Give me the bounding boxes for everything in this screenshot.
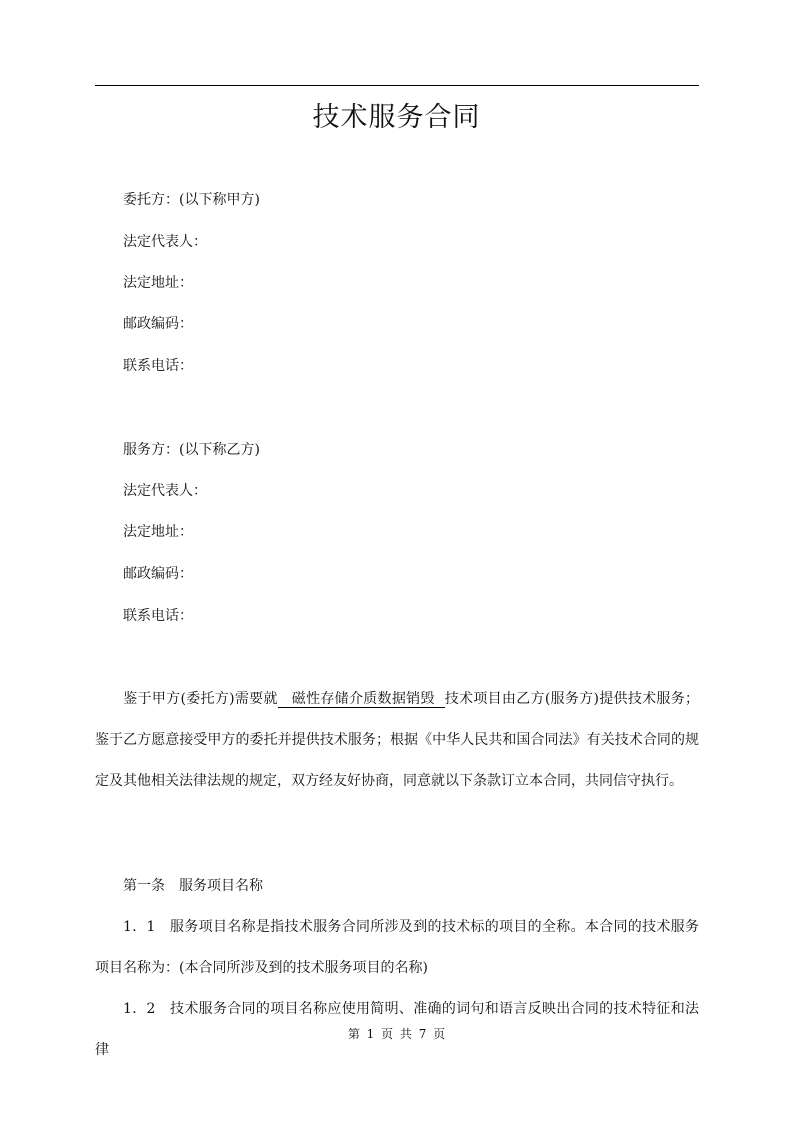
- project-name-blank: 磁性存储介质数据销毁: [278, 691, 445, 708]
- provider-address-label: 法定地址：: [123, 524, 193, 540]
- client-heading: 委托方：(以下称甲方): [123, 192, 260, 208]
- provider-phone-label: 联系电话：: [123, 608, 193, 624]
- provider-postcode-label: 邮政编码：: [123, 566, 193, 582]
- preamble-before: 鉴于甲方(委托方)需要就: [123, 691, 278, 707]
- clause-1-1: [95, 907, 699, 989]
- client-postcode-label: 邮政编码：: [123, 316, 193, 332]
- clause-1-1-text: 1．1 服务项目名称是指技术服务合同所涉及到的技术标的项目的全称。本合同的技术服务项目名称为：(本合同所涉及到的技术服务项目的名称): [95, 919, 699, 976]
- provider-rep-label: 法定代表人：: [123, 483, 207, 499]
- clause-1-2-text: 1．2 技术服务合同的项目名称应使用简明、准确的词句和语言反映出合同的技术特征和法律: [95, 1001, 699, 1058]
- client-phone-label: 联系电话：: [123, 358, 193, 374]
- document-title: 技术服务合同: [312, 102, 481, 133]
- provider-heading: 服务方：(以下称乙方): [123, 442, 260, 458]
- article-1-heading: 第一条 服务项目名称: [123, 878, 263, 894]
- page-footer: 第 1 页 共 7 页: [347, 1027, 446, 1041]
- header-rule: [95, 85, 699, 86]
- client-rep-label: 法定代表人：: [123, 234, 207, 250]
- preamble-after: 技术项目由乙方(服务方)提供技术服务；鉴于乙方愿意接受甲方的委托并提供技术服务；根据《中华人民共和国合同法》有关技术合同的规定及其他相关法律法规的规定，双方经友好协商，同意就以下条款订立本合同，共同信守执行。: [95, 691, 699, 789]
- client-address-label: 法定地址：: [123, 275, 193, 291]
- preamble-paragraph: [95, 679, 699, 802]
